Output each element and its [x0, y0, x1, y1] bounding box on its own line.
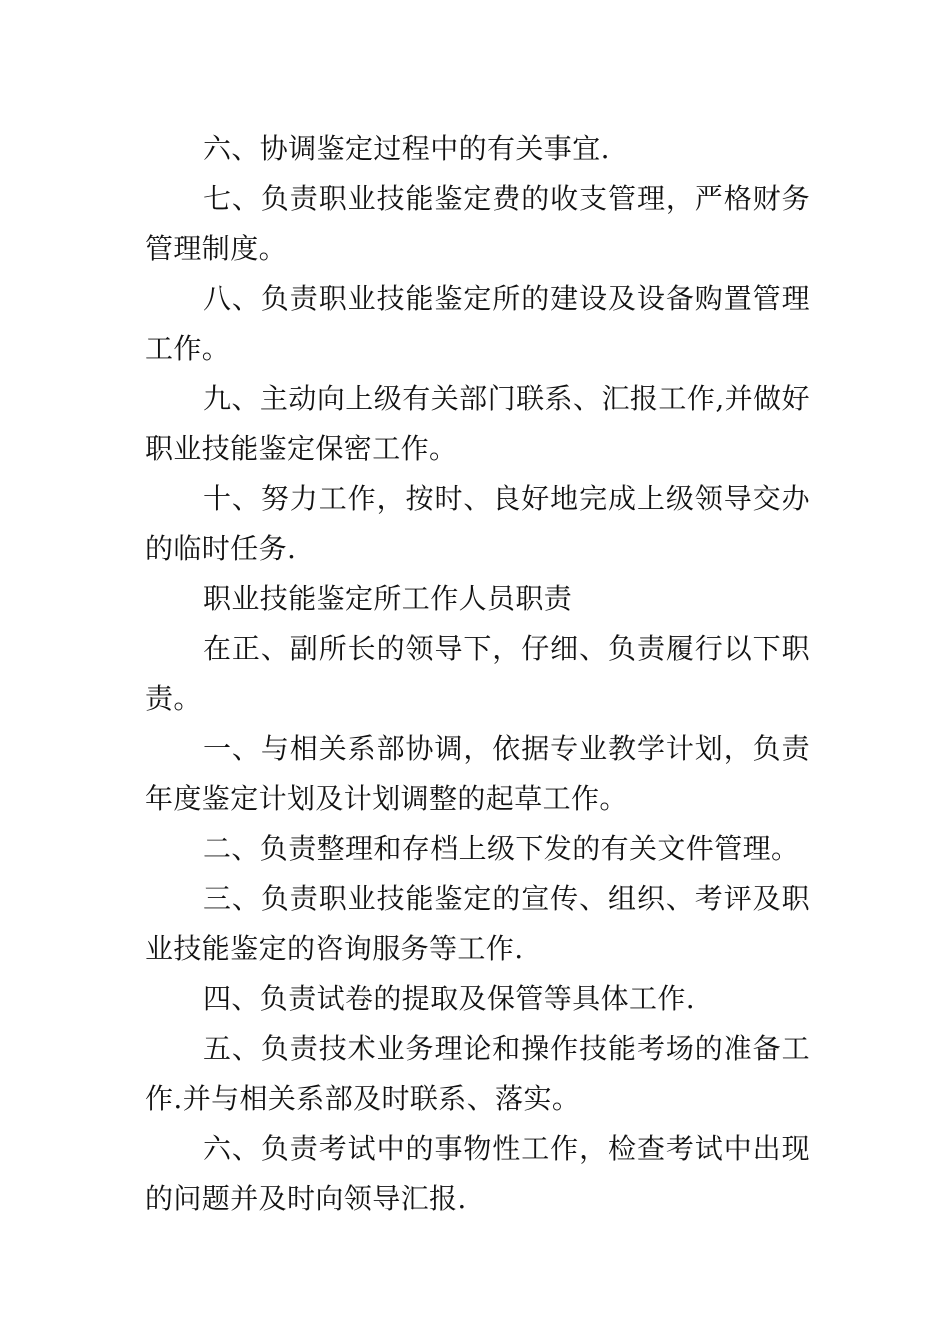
paragraph-item-7-fees: 七、负责职业技能鉴定费的收支管理，严格财务管理制度。	[145, 182, 810, 265]
document-body	[145, 124, 810, 1224]
paragraph-item-10-tasks: 十、努力工作，按时、良好地完成上级领导交办的临时任务.	[145, 482, 810, 565]
paragraph-item-6-exam-affairs: 六、负责考试中的事物性工作，检查考试中出现的问题并及时向领导汇报.	[145, 1132, 810, 1215]
paragraph-item-3-publicity: 三、负责职业技能鉴定的宣传、组织、考评及职业技能鉴定的咨询服务等工作.	[145, 882, 810, 965]
paragraph-intro: 在正、副所长的领导下，仔细、负责履行以下职责。	[145, 632, 810, 715]
paragraph-item-5-exam-rooms: 五、负责技术业务理论和操作技能考场的准备工作.并与相关系部及时联系、落实。	[145, 1032, 810, 1115]
paragraph-item-8-construction: 八、负责职业技能鉴定所的建设及设备购置管理工作。	[145, 282, 810, 365]
paragraph-item-4-papers: 四、负责试卷的提取及保管等具体工作.	[203, 982, 696, 1015]
section-heading-staff-duties: 职业技能鉴定所工作人员职责	[203, 582, 573, 615]
paragraph-item-6-coordinate: 六、协调鉴定过程中的有关事宜.	[203, 132, 610, 165]
paragraph-item-2-archiving: 二、负责整理和存档上级下发的有关文件管理。	[203, 832, 800, 865]
paragraph-item-1-planning: 一、与相关系部协调，依据专业教学计划，负责年度鉴定计划及计划调整的起草工作。	[145, 732, 810, 815]
paragraph-item-9-reporting: 九、主动向上级有关部门联系、汇报工作,并做好职业技能鉴定保密工作。	[145, 382, 810, 465]
